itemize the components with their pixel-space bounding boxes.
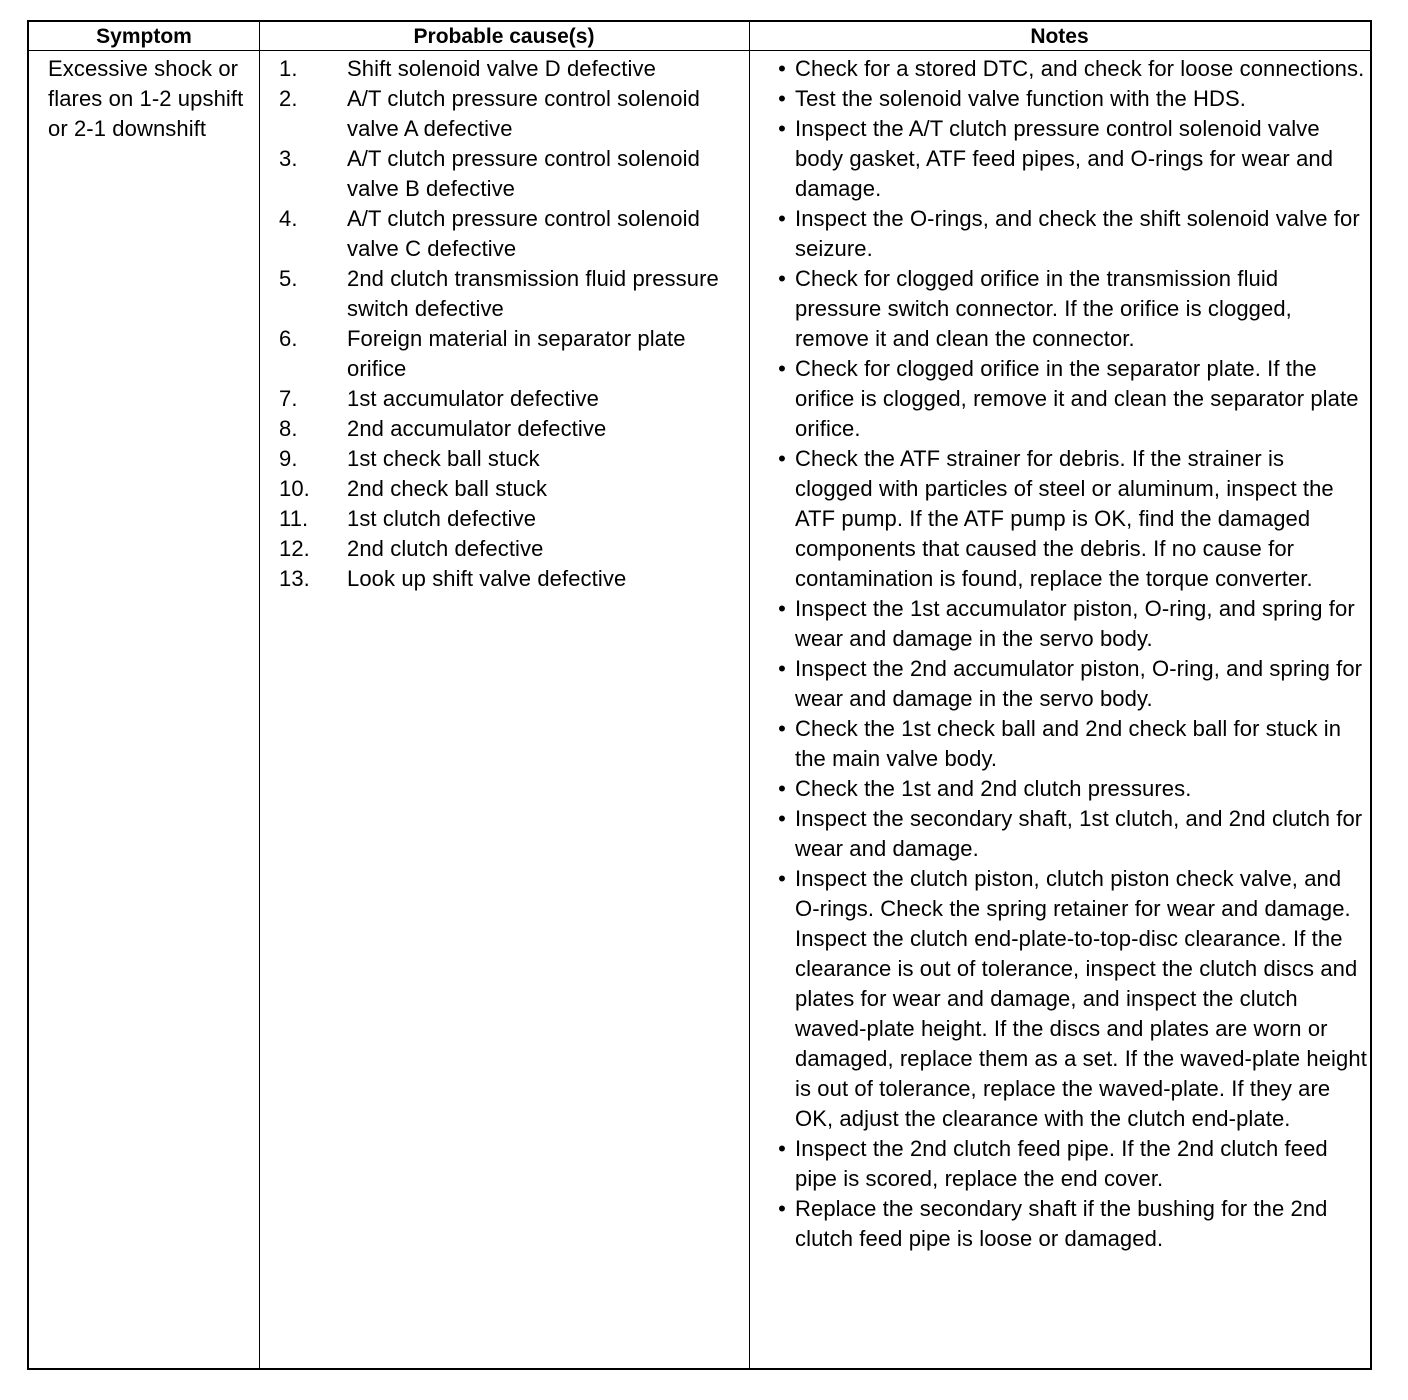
cause-item [279, 534, 749, 564]
cause-text: 1st clutch defective [347, 506, 537, 531]
cause-number: 5. [279, 266, 298, 291]
cause-number: 1. [279, 56, 298, 81]
note-item [769, 204, 1367, 264]
probable-causes-list [279, 54, 749, 594]
bullet-icon: • [778, 596, 786, 621]
note-text: Inspect the 2nd accumulator piston, O-ring, and spring for wear and damage in the servo body. [795, 656, 1363, 711]
note-item [769, 354, 1367, 444]
cause-number: 12. [279, 536, 310, 561]
header-probable-causes: Probable cause(s) [413, 25, 595, 48]
cause-text: A/T clutch pressure control solenoid valve C defective [347, 206, 700, 261]
note-text: Check for clogged orifice in the separator plate. If the orifice is clogged, remove it and clean the separator plate orifice. [795, 356, 1359, 441]
cause-number: 9. [279, 446, 298, 471]
note-item [769, 54, 1367, 84]
cause-item [279, 144, 749, 204]
cause-number: 2. [279, 86, 298, 111]
cause-text: A/T clutch pressure control solenoid valve B defective [347, 146, 700, 201]
note-item [769, 1134, 1367, 1194]
cause-item [279, 474, 749, 504]
cause-item [279, 204, 749, 264]
cause-number: 8. [279, 416, 298, 441]
header-symptom: Symptom [96, 25, 192, 48]
cause-text: Shift solenoid valve D defective [347, 56, 656, 81]
bullet-icon: • [778, 356, 786, 381]
note-text: Replace the secondary shaft if the bushing for the 2nd clutch feed pipe is loose or damaged. [795, 1196, 1328, 1251]
note-text: Check the 1st and 2nd clutch pressures. [795, 776, 1192, 801]
header-divider [29, 50, 1370, 51]
cause-item [279, 54, 749, 84]
cause-text: A/T clutch pressure control solenoid valve A defective [347, 86, 700, 141]
bullet-icon: • [778, 446, 786, 471]
cause-text: 2nd clutch transmission fluid pressure switch defective [347, 266, 719, 321]
note-text: Check for a stored DTC, and check for loose connections. [795, 56, 1365, 81]
cause-number: 13. [279, 566, 310, 591]
bullet-icon: • [778, 116, 786, 141]
note-item [769, 864, 1367, 1134]
cause-item [279, 444, 749, 474]
note-text: Check the ATF strainer for debris. If the strainer is clogged with particles of steel or aluminum, inspect the ATF pump. If the ATF pump is OK, find the damaged components that caused the debris. If no cause for contamination is found, replace the torque converter. [795, 446, 1334, 591]
cause-number: 11. [279, 506, 309, 531]
bullet-icon: • [778, 776, 786, 801]
note-item [769, 114, 1367, 204]
cause-number: 7. [279, 386, 298, 411]
note-item [769, 1194, 1367, 1254]
note-text: Inspect the 1st accumulator piston, O-ring, and spring for wear and damage in the servo body. [795, 596, 1355, 651]
cause-text: 2nd clutch defective [347, 536, 544, 561]
bullet-icon: • [778, 266, 786, 291]
troubleshooting-table [27, 20, 1372, 1370]
note-text: Inspect the secondary shaft, 1st clutch, and 2nd clutch for wear and damage. [795, 806, 1363, 861]
cause-text: 1st accumulator defective [347, 386, 599, 411]
bullet-icon: • [778, 716, 786, 741]
note-text: Test the solenoid valve function with the HDS. [795, 86, 1246, 111]
cause-number: 6. [279, 326, 298, 351]
bullet-icon: • [778, 1136, 786, 1161]
note-item [769, 714, 1367, 774]
column-divider-1 [259, 22, 260, 1368]
note-item [769, 444, 1367, 594]
note-item [769, 84, 1367, 114]
cause-item [279, 504, 749, 534]
note-text: Inspect the O-rings, and check the shift solenoid valve for seizure. [795, 206, 1360, 261]
note-item [769, 804, 1367, 864]
bullet-icon: • [778, 806, 786, 831]
column-divider-2 [749, 22, 750, 1368]
cause-number: 3. [279, 146, 298, 171]
cause-item [279, 414, 749, 444]
note-item [769, 654, 1367, 714]
cause-item [279, 564, 749, 594]
notes-list [769, 54, 1367, 1254]
bullet-icon: • [778, 1196, 786, 1221]
bullet-icon: • [778, 56, 786, 81]
cause-item [279, 264, 749, 324]
cause-text: 1st check ball stuck [347, 446, 540, 471]
note-text: Inspect the A/T clutch pressure control solenoid valve body gasket, ATF feed pipes, and O-rings for wear and damage. [795, 116, 1334, 201]
cause-number: 10. [279, 476, 310, 501]
cause-text: Foreign material in separator plate orifice [347, 326, 686, 381]
note-text: Inspect the clutch piston, clutch piston check valve, and O-rings. Check the spring retainer for wear and damage. Inspect the clutch end-plate-to-top-disc clearance. If the clearance is out of tolerance, inspect the clutch discs and plates for wear and damage, and inspect the clutch waved-plate height. If the discs and plates are worn or damaged, replace them as a set. If the waved-plate height is out of tolerance, replace the waved-plate. If they are OK, adjust the clearance with the clutch end-plate. [795, 866, 1367, 1131]
bullet-icon: • [778, 656, 786, 681]
cause-item [279, 84, 749, 144]
note-text: Check for clogged orifice in the transmission fluid pressure switch connector. If the orifice is clogged, remove it and clean the connector. [795, 266, 1292, 351]
cause-text: 2nd check ball stuck [347, 476, 548, 501]
bullet-icon: • [778, 206, 786, 231]
note-item [769, 594, 1367, 654]
cause-item [279, 324, 749, 384]
cause-text: Look up shift valve defective [347, 566, 627, 591]
note-text: Inspect the 2nd clutch feed pipe. If the 2nd clutch feed pipe is scored, replace the end cover. [795, 1136, 1328, 1191]
note-item [769, 774, 1367, 804]
bullet-icon: • [778, 866, 786, 891]
symptom-text: Excessive shock or flares on 1-2 upshift or 2-1 downshift [48, 56, 244, 141]
cause-number: 4. [279, 206, 298, 231]
note-item [769, 264, 1367, 354]
cause-text: 2nd accumulator defective [347, 416, 607, 441]
cause-item [279, 384, 749, 414]
bullet-icon: • [778, 86, 786, 111]
header-notes: Notes [1030, 25, 1089, 48]
note-text: Check the 1st check ball and 2nd check ball for stuck in the main valve body. [795, 716, 1342, 771]
